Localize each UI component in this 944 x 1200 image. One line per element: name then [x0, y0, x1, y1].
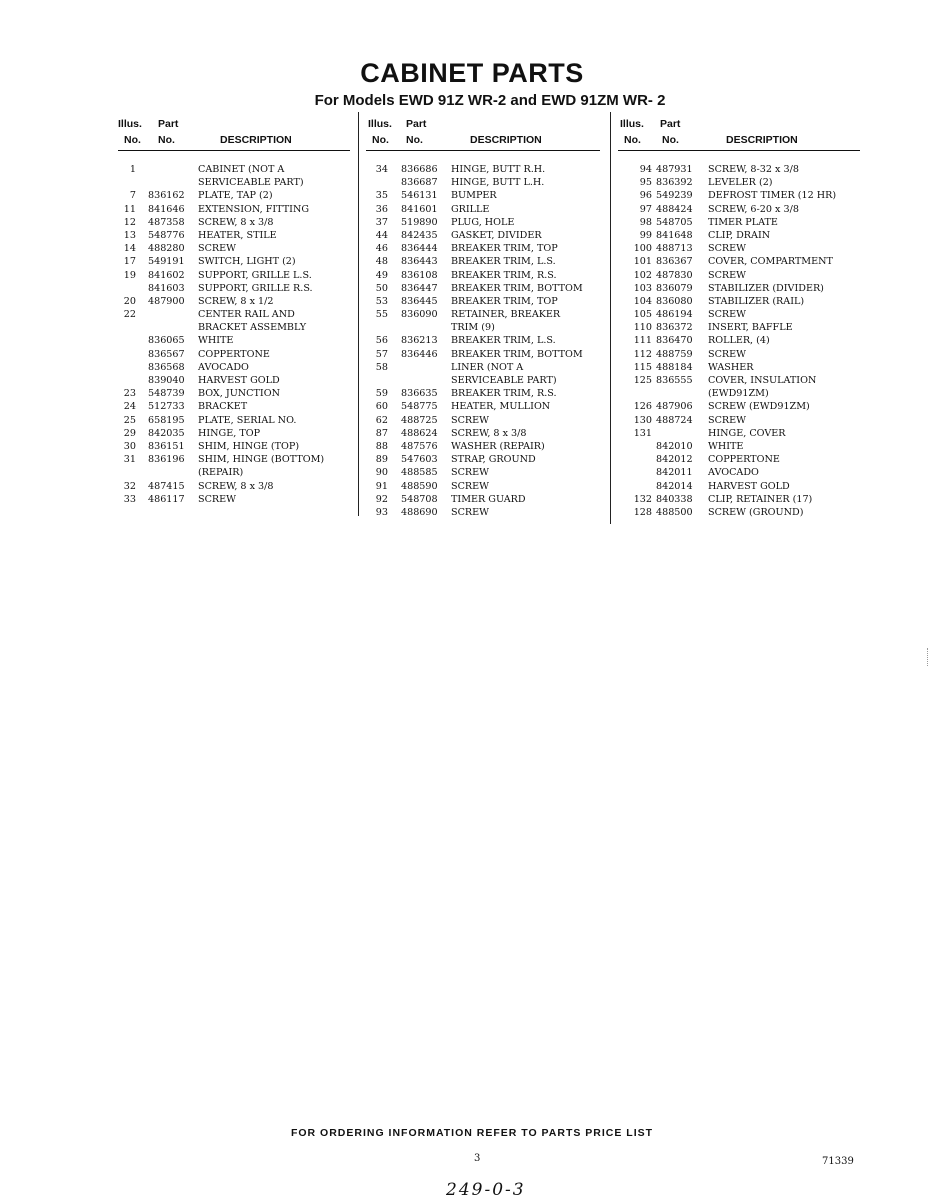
- part-no: 548776: [148, 229, 185, 241]
- part-description: SCREW, 8 x 1/2: [198, 295, 274, 307]
- part-no: 836687: [401, 177, 438, 189]
- part-description: HARVEST GOLD: [198, 375, 280, 386]
- part-description: CABINET (NOT A: [198, 164, 285, 175]
- part-description: SCREW: [708, 348, 747, 360]
- illus-no: 59: [375, 388, 388, 400]
- part-description: SHIM, HINGE (TOP): [198, 440, 300, 452]
- part-description: LINER (NOT A: [451, 361, 524, 373]
- illus-no: 49: [375, 269, 388, 281]
- part-no: 841646: [148, 203, 185, 215]
- part-description: RETAINER, BREAKER: [451, 309, 561, 321]
- part-no: 836446: [401, 348, 438, 360]
- page-title: CABINET PARTS: [360, 58, 584, 88]
- part-description: HINGE, TOP: [198, 427, 261, 439]
- illus-no: 48: [375, 256, 388, 268]
- illus-no: 111: [633, 335, 652, 347]
- illus-no: 31: [123, 454, 136, 466]
- illus-no: 14: [123, 243, 136, 255]
- illus-no: 37: [375, 216, 388, 228]
- illus-no: 23: [123, 388, 136, 400]
- ordering-footer: FOR ORDERING INFORMATION REFER TO PARTS PRICE LIST: [290, 1127, 654, 1139]
- part-description: CENTER RAIL AND: [198, 309, 295, 321]
- illus-no: 7: [129, 190, 136, 202]
- part-no: 487358: [148, 216, 185, 228]
- part-description: WHITE: [708, 440, 744, 452]
- illus-no: 29: [123, 427, 136, 439]
- part-description: SHIM, HINGE (BOTTOM): [198, 454, 325, 466]
- illus-header: Illus.: [620, 118, 644, 130]
- part-description: PLATE, TAP (2): [198, 190, 273, 202]
- illus-no: 105: [633, 309, 652, 321]
- part-description: AVOCADO: [708, 467, 759, 479]
- parts-column-1: [118, 118, 350, 505]
- part-description: CLIP, DRAIN: [708, 229, 771, 241]
- part-no: 836686: [401, 164, 438, 175]
- illus-no: 93: [375, 506, 388, 518]
- illus-no: 98: [639, 216, 652, 228]
- part-description: SCREW: [708, 243, 747, 255]
- illus-no: 12: [123, 216, 136, 228]
- part-no: 548708: [401, 493, 438, 505]
- column-header: [366, 118, 600, 152]
- part-header: Part: [406, 118, 427, 130]
- illus-no: 19: [123, 269, 136, 281]
- part-description: WASHER: [708, 361, 754, 373]
- header-rule: [618, 150, 860, 151]
- part-no: 488725: [401, 414, 438, 426]
- illus-no: 50: [375, 282, 388, 294]
- part-description: HINGE, BUTT L.H.: [451, 177, 545, 189]
- part-no: 836470: [656, 335, 693, 347]
- part-no: 836196: [148, 454, 185, 466]
- parts-column-3: [618, 118, 860, 518]
- illus-no: 104: [633, 295, 652, 307]
- illus-no: 11: [123, 203, 136, 215]
- part-no-header: No.: [406, 134, 423, 146]
- part-description: INSERT, BAFFLE: [708, 322, 793, 334]
- part-description: SCREW: [451, 414, 490, 426]
- illus-no: 46: [375, 243, 388, 255]
- part-header: Part: [158, 118, 179, 130]
- illus-header: Illus.: [368, 118, 392, 130]
- part-no: 487830: [656, 269, 693, 281]
- part-no: 488585: [401, 467, 438, 479]
- part-description: EXTENSION, FITTING: [198, 203, 310, 215]
- part-description: TRIM (9): [451, 322, 495, 334]
- part-no: 488280: [148, 243, 185, 255]
- part-no-header: No.: [158, 134, 175, 146]
- part-description: SUPPORT, GRILLE L.S.: [198, 269, 312, 281]
- part-description: HARVEST GOLD: [708, 480, 790, 492]
- illus-no: 128: [633, 506, 652, 518]
- illus-no: 13: [123, 229, 136, 241]
- part-description: BUMPER: [451, 190, 497, 202]
- illus-no: 36: [375, 203, 388, 215]
- illus-no: 125: [633, 375, 652, 386]
- illus-no: 91: [375, 480, 388, 492]
- part-description: GRILLE: [451, 203, 490, 215]
- part-description: SCREW, 8 x 3/8: [198, 216, 274, 228]
- part-no: 836367: [656, 256, 693, 268]
- illus-no: 89: [375, 454, 388, 466]
- part-description: SCREW (GROUND): [708, 506, 804, 518]
- part-no: 549191: [148, 256, 185, 268]
- part-no: 841601: [401, 203, 438, 215]
- part-no: 836444: [401, 243, 438, 255]
- illus-no-header: No.: [372, 134, 389, 146]
- part-description: HINGE, BUTT R.H.: [451, 164, 546, 175]
- illus-no: 92: [375, 493, 388, 505]
- column-header: [618, 118, 860, 152]
- illus-no: 112: [633, 348, 652, 360]
- part-description: (EWD91ZM): [708, 388, 769, 400]
- illus-no: 110: [633, 322, 652, 334]
- scan-mark: [927, 648, 930, 666]
- part-no: 836567: [148, 348, 185, 360]
- part-description: HINGE, COVER: [708, 427, 786, 439]
- illus-no: 30: [123, 440, 136, 452]
- illus-no: 56: [375, 335, 388, 347]
- part-description: HEATER, STILE: [198, 229, 277, 241]
- illus-no: 58: [375, 361, 388, 373]
- illus-no-header: No.: [624, 134, 641, 146]
- part-no: 836635: [401, 388, 438, 400]
- part-description: WHITE: [198, 335, 234, 347]
- part-description: SCREW: [708, 269, 747, 281]
- part-no: 512733: [148, 401, 185, 413]
- illus-no: 94: [639, 164, 652, 175]
- part-description: BRACKET: [198, 401, 248, 413]
- part-description: COPPERTONE: [198, 348, 270, 360]
- part-description: TIMER PLATE: [708, 216, 778, 228]
- part-no: 840338: [656, 493, 693, 505]
- part-description: SCREW: [451, 506, 490, 518]
- part-no: 836443: [401, 256, 438, 268]
- part-description: LEVELER (2): [708, 177, 773, 189]
- part-no: 549239: [656, 190, 693, 202]
- column-header: [118, 118, 350, 152]
- part-description: (REPAIR): [198, 467, 244, 479]
- part-description: STRAP, GROUND: [451, 454, 536, 466]
- illus-no: 131: [633, 427, 652, 439]
- part-no: 548775: [401, 401, 438, 413]
- part-no: 836213: [401, 335, 438, 347]
- part-no: 842035: [148, 427, 185, 439]
- part-no: 547603: [401, 454, 438, 466]
- column-divider: [358, 112, 359, 516]
- part-no: 488500: [656, 506, 693, 518]
- illus-no-header: No.: [124, 134, 141, 146]
- part-description: BRACKET ASSEMBLY: [198, 322, 307, 334]
- illus-no: 24: [123, 401, 136, 413]
- illus-no: 20: [123, 295, 136, 307]
- illus-no: 33: [123, 493, 136, 505]
- part-description: SCREW: [198, 243, 237, 255]
- part-description: STABILIZER (DIVIDER): [708, 282, 824, 294]
- part-description: SCREW: [451, 467, 490, 479]
- description-header: DESCRIPTION: [726, 134, 798, 146]
- part-no: 842435: [401, 229, 438, 241]
- part-description: HEATER, MULLION: [451, 401, 551, 413]
- illus-no: 57: [375, 348, 388, 360]
- part-no-header: No.: [662, 134, 679, 146]
- part-description: BREAKER TRIM, L.S.: [451, 256, 556, 268]
- part-no: 842012: [656, 454, 693, 466]
- illus-no: 55: [375, 309, 388, 321]
- illus-no: 62: [375, 414, 388, 426]
- illus-no: 130: [633, 414, 652, 426]
- part-description: BREAKER TRIM, BOTTOM: [451, 282, 583, 294]
- part-description: BREAKER TRIM, TOP: [451, 295, 558, 307]
- part-description: SCREW: [708, 309, 747, 321]
- part-description: SCREW, 6-20 x 3/8: [708, 203, 799, 215]
- part-no: 836065: [148, 335, 185, 347]
- part-description: SCREW (EWD91ZM): [708, 401, 810, 413]
- illus-no: 32: [123, 480, 136, 492]
- part-no: 836445: [401, 295, 438, 307]
- part-description: PLATE, SERIAL NO.: [198, 414, 297, 426]
- part-description: BREAKER TRIM, BOTTOM: [451, 348, 583, 360]
- part-no: 836372: [656, 322, 693, 334]
- part-no: 836080: [656, 295, 693, 307]
- parts-column-2: [366, 118, 600, 518]
- illus-no: 126: [633, 401, 652, 413]
- illus-no: 103: [633, 282, 652, 294]
- illus-no: 88: [375, 440, 388, 452]
- part-description: COVER, COMPARTMENT: [708, 256, 833, 268]
- part-no: 836447: [401, 282, 438, 294]
- part-description: SCREW: [198, 493, 237, 505]
- illus-no: 95: [639, 177, 652, 189]
- part-description: SCREW, 8 x 3/8: [451, 427, 527, 439]
- part-description: WASHER (REPAIR): [451, 440, 545, 452]
- header-rule: [366, 150, 600, 151]
- part-no: 488713: [656, 243, 693, 255]
- illus-no: 115: [633, 361, 652, 373]
- part-description: SCREW, 8 x 3/8: [198, 480, 274, 492]
- part-no: 546131: [401, 190, 438, 202]
- part-no: 836090: [401, 309, 438, 321]
- part-no: 658195: [148, 414, 185, 426]
- illus-no: 97: [639, 203, 652, 215]
- part-no: 548705: [656, 216, 693, 228]
- part-description: DEFROST TIMER (12 HR): [708, 190, 837, 202]
- illus-no: 1: [129, 164, 136, 175]
- illus-header: Illus.: [118, 118, 142, 130]
- illus-no: 96: [639, 190, 652, 202]
- part-no: 842011: [656, 467, 693, 479]
- part-description: COVER, INSULATION: [708, 375, 817, 386]
- part-no: 488759: [656, 348, 693, 360]
- part-description: SCREW, 8-32 x 3/8: [708, 164, 799, 175]
- description-header: DESCRIPTION: [470, 134, 542, 146]
- handwritten-note: 249-0-3: [446, 1180, 526, 1200]
- part-no: 487900: [148, 295, 185, 307]
- illus-no: 22: [123, 309, 136, 321]
- part-no: 836162: [148, 190, 185, 202]
- part-no: 488724: [656, 414, 693, 426]
- part-description: GASKET, DIVIDER: [451, 229, 542, 241]
- page-number: 3: [474, 1153, 481, 1164]
- part-description: AVOCADO: [198, 361, 249, 373]
- part-description: SWITCH, LIGHT (2): [198, 256, 296, 268]
- part-no: 519890: [401, 216, 438, 228]
- illus-no: 102: [633, 269, 652, 281]
- part-no: 487576: [401, 440, 438, 452]
- part-no: 836568: [148, 361, 185, 373]
- part-no: 486194: [656, 309, 693, 321]
- part-description: SCREW: [451, 480, 490, 492]
- part-no: 548739: [148, 388, 185, 400]
- part-description: SERVICEABLE PART): [198, 177, 304, 189]
- part-no: 487931: [656, 164, 693, 175]
- part-description: STABILIZER (RAIL): [708, 295, 805, 307]
- part-header: Part: [660, 118, 681, 130]
- part-no: 487906: [656, 401, 693, 413]
- part-description: BREAKER TRIM, L.S.: [451, 335, 556, 347]
- part-description: COPPERTONE: [708, 454, 780, 466]
- illus-no: 101: [633, 256, 652, 268]
- part-no: 488690: [401, 506, 438, 518]
- part-no: 488424: [656, 203, 693, 215]
- part-description: SCREW: [708, 414, 747, 426]
- part-description: BOX, JUNCTION: [198, 388, 280, 400]
- illus-no: 132: [633, 493, 652, 505]
- illus-no: 90: [375, 467, 388, 479]
- column-divider: [610, 112, 611, 524]
- part-description: ROLLER, (4): [708, 335, 770, 347]
- illus-no: 60: [375, 401, 388, 413]
- description-header: DESCRIPTION: [220, 134, 292, 146]
- part-description: BREAKER TRIM, R.S.: [451, 388, 557, 400]
- illus-no: 35: [375, 190, 388, 202]
- part-no: 836151: [148, 440, 185, 452]
- part-no: 842014: [656, 480, 693, 492]
- illus-no: 34: [375, 164, 388, 175]
- illus-no: 53: [375, 295, 388, 307]
- illus-no: 25: [123, 414, 136, 426]
- part-no: 836555: [656, 375, 693, 386]
- illus-no: 87: [375, 427, 388, 439]
- part-no: 486117: [148, 493, 185, 505]
- part-no: 488184: [656, 361, 693, 373]
- part-description: CLIP, RETAINER (17): [708, 493, 813, 505]
- illus-no: 17: [123, 256, 136, 268]
- document-number: 71339: [822, 1156, 854, 1167]
- part-no: 836392: [656, 177, 693, 189]
- part-description: PLUG, HOLE: [451, 216, 515, 228]
- illus-no: 99: [639, 229, 652, 241]
- part-description: BREAKER TRIM, R.S.: [451, 269, 557, 281]
- part-description: SUPPORT, GRILLE R.S.: [198, 282, 313, 294]
- part-description: TIMER GUARD: [451, 493, 526, 505]
- illus-no: 44: [375, 229, 388, 241]
- part-no: 842010: [656, 440, 693, 452]
- part-no: 839040: [148, 375, 185, 386]
- part-no: 841648: [656, 229, 693, 241]
- part-no: 488590: [401, 480, 438, 492]
- part-description: BREAKER TRIM, TOP: [451, 243, 558, 255]
- part-no: 488624: [401, 427, 438, 439]
- part-no: 841603: [148, 282, 185, 294]
- part-no: 487415: [148, 480, 185, 492]
- part-description: SERVICEABLE PART): [451, 375, 557, 386]
- part-no: 836108: [401, 269, 438, 281]
- page-subtitle: For Models EWD 91Z WR-2 and EWD 91ZM WR- 2: [314, 92, 666, 109]
- part-no: 841602: [148, 269, 185, 281]
- part-no: 836079: [656, 282, 693, 294]
- illus-no: 100: [633, 243, 652, 255]
- header-rule: [118, 150, 350, 151]
